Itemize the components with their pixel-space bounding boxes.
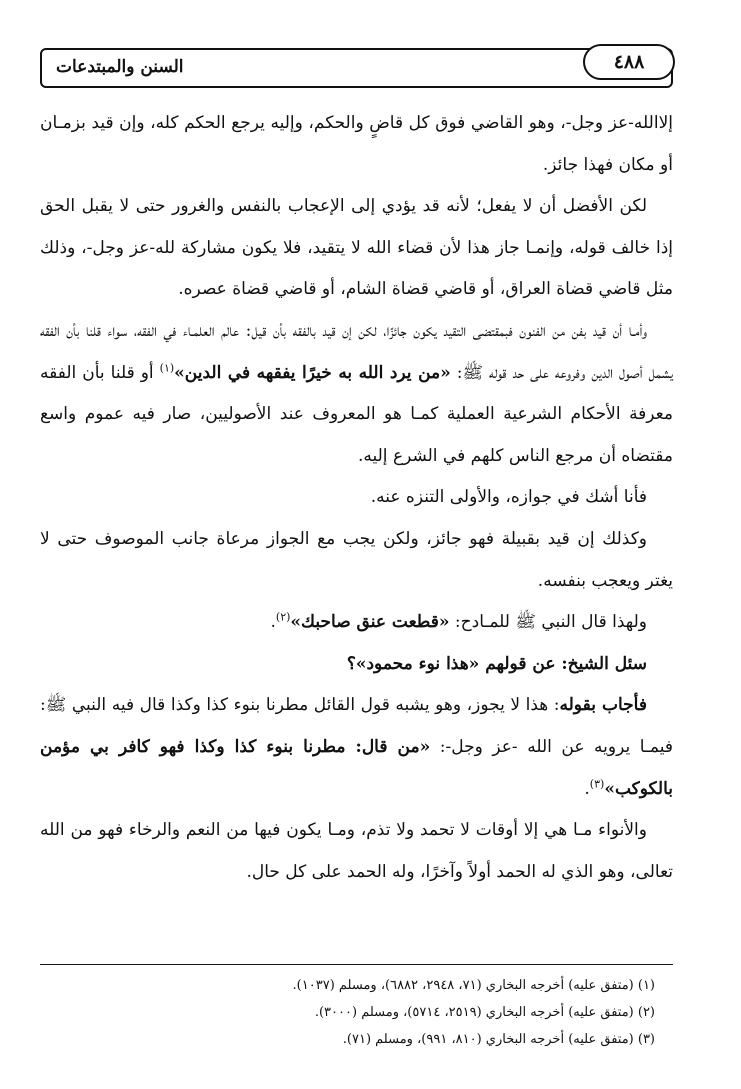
footnote: (٢) (متفق عليه) أخرجه البخاري (٢٥١٩، ٥٧١٤)، ومسلم (٣٠٠٠). [314,1005,655,1020]
hadith-quote: «من يرد الله به خيرًا يفقهه في الدين» [174,362,451,383]
paragraph-text: : هذا لا يجوز، وهو يشبه قول القائل مطرنا بنوء كذا وكذا قال فيه النبي ﷺ: فيمـا يرويه عن الله -عز وجل-: [40,695,673,757]
hadith-quote: «قطعت عنق صاحبك» [290,612,450,633]
footnote: (١) (متفق عليه) أخرجه البخاري (٧١، ٢٩٤٨، ٦٨٨٢)، ومسلم (١٠٣٧). [292,978,655,993]
footnotes [40,972,673,1053]
body-text [40,103,673,893]
paragraph-text: أو قلنا بأن الفقه معرفة الأحكام الشرعية العملية كمـا هو المعروف عند الأصوليين، صار فيه عموم واسع مقتضاه أن مرجع الناس كلهم في الشرع إليه. [40,362,673,466]
question-heading: سئل الشيخ: عن قولهم «هذا نوء محمود»؟ [346,653,647,674]
paragraph-text: ولهذا قال النبي ﷺ للمـادح: [449,612,647,633]
book-title: السنن والمبتدعات [56,57,184,77]
footnote-ref: (١) [159,360,175,374]
footnote-divider [40,964,673,965]
paragraph-text: وأمـا أن قيد بفن من الفنون فبمقتضى التقيد يكون جائزًا، لكن إن قيد بالفقه بأن قيل: عالم العلمـاء في الفقه، سواء قلنا بأن الفقه يشمل أصول الدين وفروعه على حد قوله ﷺ: [40,320,673,383]
paragraph: فأنا أشك في جوازه، والأولى التنزه عنه. [370,487,647,508]
footnote-ref: (٣) [589,776,605,790]
paragraph [40,685,673,810]
paragraph: إلاالله-عز وجل-، وهو القاضي فوق كل قاضٍ والحكم، وإليه يرجع الحكم كله، وإن قيد بزمـان أو مكان فهذا جائز. [40,113,673,175]
page-number: ٤٨٨ [583,44,675,80]
paragraph [40,311,673,477]
paragraph-text: . [584,778,590,799]
footnote-ref: (٢) [275,610,291,624]
paragraph-text: . [270,612,276,633]
paragraph: لكن الأفضل أن لا يفعل؛ لأنه قد يؤدي إلى الإعجاب بالنفس والغرور حتى لا يقبل الحق إذا خالف قوله، وإنمـا جاز هذا لأن قضاء الله لا يتقيد، فلا يكون مشاركة لله-عز وجل-، وذلك مثل قاضي قضاة العراق، أو قاضي قضاة الشام، أو قاضي قضاة عصره. [40,196,673,300]
paragraph: وكذلك إن قيد بقبيلة فهو جائز، ولكن يجب مع الجواز مرعاة جانب الموصوف حتى لا يغتر ويعجب بنفسه. [40,528,673,591]
hadith-quote: «من قال: مطرنا بنوء كذا وكذا فهو كافر بي مؤمن بالكوكب» [40,736,673,799]
footnote: (٣) (متفق عليه) أخرجه البخاري (٨١٠، ٩٩١)، ومسلم (٧١). [342,1032,655,1047]
paragraph [40,602,673,644]
answer-lead: فأجاب بقوله [559,695,647,716]
paragraph: والأنواء مـا هي إلا أوقات لا تحمد ولا تذم، ومـا يكون فيها من النعم والرخاء فهو من الله تعالى، وهو الذي له الحمد أولاً وآخرًا، وله الحمد على كل حال. [40,820,673,882]
page-header [40,48,673,88]
